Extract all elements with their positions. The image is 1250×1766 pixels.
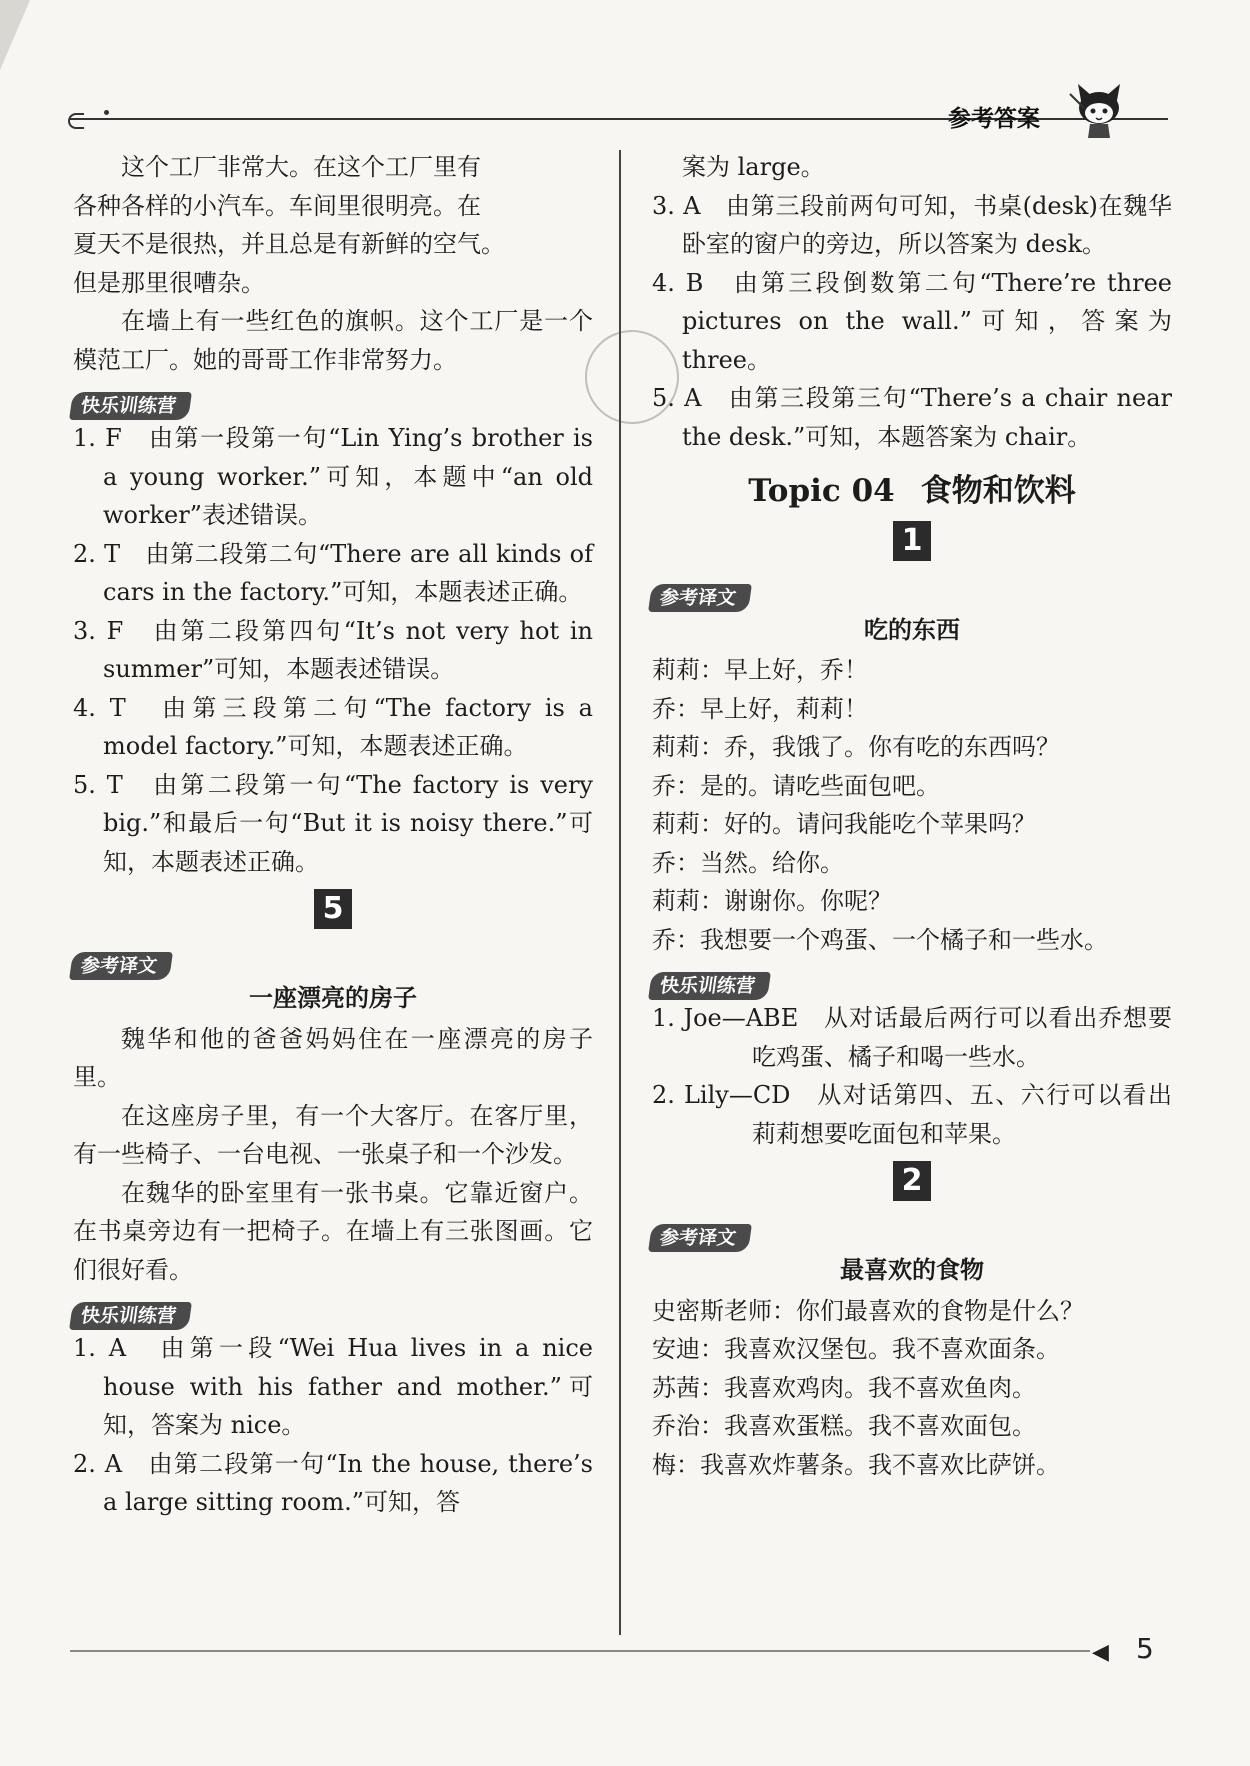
reference-translation-label: 参考译文 bbox=[69, 952, 173, 980]
article-title: 吃的东西 bbox=[864, 615, 960, 644]
dialog-line: 莉莉：谢谢你。你呢？ bbox=[652, 887, 892, 915]
training-camp-label: 快乐训练营 bbox=[69, 1302, 192, 1330]
answer-item: 2. A 由第二段第一句“In the house, there’s a large sitting room.”可知，答 bbox=[73, 1449, 593, 1516]
page-number: 5 bbox=[1136, 1632, 1154, 1665]
story-paragraph-2: 在墙上有一些红色的旗帜。这个工厂是一个模范工厂。她的哥哥工作非常努力。 bbox=[73, 307, 593, 374]
article-paragraph: 在魏华的卧室里有一张书桌。它靠近窗户。在书桌旁边有一把椅子。在墙上有三张图画。它们很好看。 bbox=[73, 1178, 593, 1284]
answer-item: 1. A 由第一段“Wei Hua lives in a nice house with his father and mother.”可知，答案为 nice。 bbox=[73, 1334, 593, 1439]
article-title: 一座漂亮的房子 bbox=[249, 984, 417, 1012]
dialog-line: 乔：是的。请吃些面包吧。 bbox=[652, 771, 940, 800]
answer-item: 1. F 由第一段第一句“Lin Ying’s brother is a young worker.”可知，本题中“an old worker”表述错误。 bbox=[73, 424, 593, 529]
dialog-line: 史密斯老师：你们最喜欢的食物是什么？ bbox=[652, 1296, 1084, 1325]
dialog-line: 梅：我喜欢炸薯条。我不喜欢比萨饼。 bbox=[652, 1450, 1060, 1479]
reference-translation-label: 参考译文 bbox=[648, 1224, 752, 1252]
header-title: 参考答案 bbox=[948, 106, 1040, 132]
topic-heading bbox=[652, 472, 1172, 511]
footer-rule bbox=[70, 1650, 1090, 1652]
header-dot bbox=[104, 110, 109, 115]
story-line-1: 这个工厂非常大。在这个工厂里有 bbox=[121, 153, 481, 181]
answer-item: 3. A 由第三段前两句可知，书桌(desk)在魏华卧室的窗户的旁边，所以答案为 desk。 bbox=[652, 191, 1172, 258]
dialog-line: 莉莉：早上好，乔！ bbox=[652, 656, 868, 684]
answer-item: 5. T 由第二段第一句“The factory is very big.”和最后一句“But it is noisy there.”可知，本题表述正确。 bbox=[73, 770, 593, 876]
article-paragraph: 魏华和他的爸爸妈妈住在一座漂亮的房子里。 bbox=[73, 1024, 593, 1091]
answer-item: 4. T 由第三段第二句“The factory is a model factory.”可知，本题表述正确。 bbox=[73, 693, 593, 760]
dialog-line: 乔：我想要一个鸡蛋、一个橘子和一些水。 bbox=[652, 925, 1108, 954]
section-number-box: 2 bbox=[893, 1161, 931, 1201]
right-column bbox=[652, 148, 1172, 1484]
header-line-cap bbox=[68, 113, 84, 129]
article-title: 最喜欢的食物 bbox=[840, 1256, 984, 1284]
answer-item: 2. T 由第二段第二句“There are all kinds of cars in the factory.”可知，本题表述正确。 bbox=[73, 539, 593, 606]
story-line-2: 各种各样的小汽车。车间里很明亮。在 bbox=[73, 191, 481, 220]
dialog-line: 乔治：我喜欢蛋糕。我不喜欢面包。 bbox=[652, 1412, 1036, 1440]
answer-item: 2. Lily—CD 从对话第四、五、六行可以看出莉莉想要吃面包和苹果。 bbox=[652, 1081, 1172, 1148]
answer-item: 4. B 由第三段倒数第二句“There’re three pictures on the wall.”可知，答案为 three。 bbox=[652, 268, 1172, 374]
dialog-line: 莉莉：乔，我饿了。你有吃的东西吗？ bbox=[652, 733, 1060, 761]
reference-translation-label: 参考译文 bbox=[648, 584, 752, 612]
training-camp-label: 快乐训练营 bbox=[69, 392, 192, 420]
topic-number: Topic 04 bbox=[748, 473, 895, 509]
dialog-line: 安迪：我喜欢汉堡包。我不喜欢面条。 bbox=[652, 1335, 1060, 1363]
dialog-line: 乔：早上好，莉莉！ bbox=[652, 694, 868, 723]
story-line-4: 但是那里很嘈杂。 bbox=[73, 268, 265, 297]
training-camp-label: 快乐训练营 bbox=[648, 972, 771, 1000]
article-paragraph: 在这座房子里，有一个大客厅。在客厅里，有一些椅子、一台电视、一张桌子和一个沙发。 bbox=[73, 1101, 593, 1168]
page-corner-fold bbox=[0, 0, 30, 70]
story-line-3: 夏天不是很热，并且总是有新鲜的空气。 bbox=[73, 230, 505, 258]
section-number-box: 1 bbox=[893, 521, 931, 561]
answer-item: 5. A 由第三段第三句“There’s a chair near the desk.”可知，本题答案为 chair。 bbox=[652, 384, 1172, 451]
left-column bbox=[73, 148, 593, 1522]
dialog-line: 苏茜：我喜欢鸡肉。我不喜欢鱼肉。 bbox=[652, 1373, 1036, 1402]
dialog-line: 莉莉：好的。请问我能吃个苹果吗？ bbox=[652, 810, 1036, 838]
topic-name: 食物和饮料 bbox=[920, 473, 1076, 509]
section-number-box: 5 bbox=[314, 889, 352, 929]
answer-continuation: 案为 large。 bbox=[682, 153, 825, 181]
answer-item: 1. Joe—ABE 从对话最后两行可以看出乔想要吃鸡蛋、橘子和喝一些水。 bbox=[652, 1004, 1172, 1071]
dialog-line: 乔：当然。给你。 bbox=[652, 848, 844, 877]
page-arrow-icon: ◀ bbox=[1092, 1640, 1109, 1665]
cat-mascot-icon bbox=[1068, 80, 1130, 140]
answer-item: 3. F 由第二段第四句“It’s not very hot in summer”可知，本题表述错误。 bbox=[73, 616, 593, 683]
